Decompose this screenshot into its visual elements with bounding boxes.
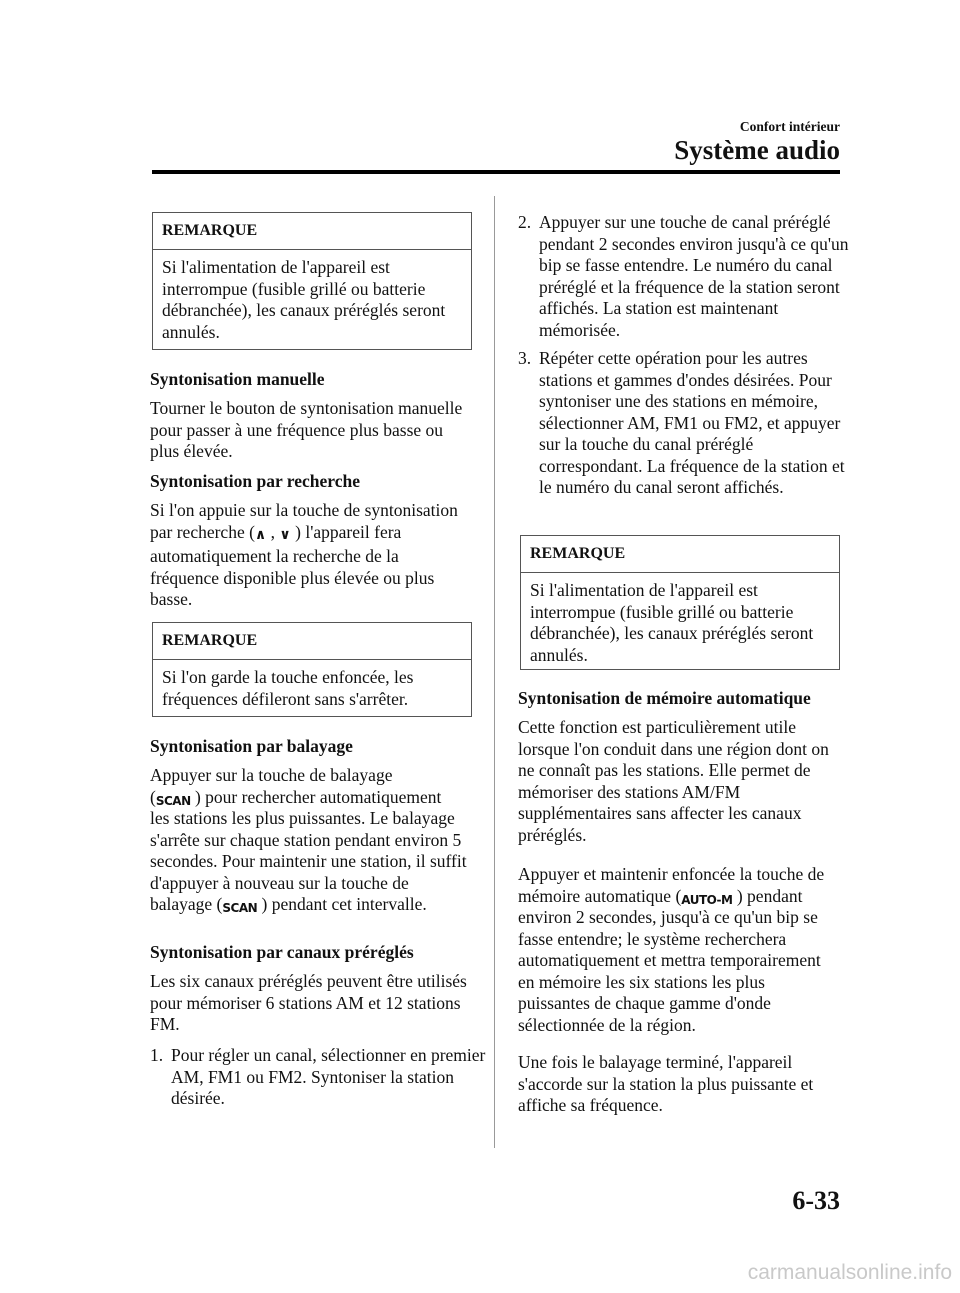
scan-body: [150, 808, 472, 916]
note-box-hold: [152, 622, 472, 717]
heading-manual-tuning: Syntonisation manuelle: [150, 369, 325, 389]
step-3: [518, 348, 861, 499]
seek-text-after: ) l'appareil fera automatiquement la recherche de la fréquence disponible plus élevée ou plus basse.: [150, 521, 435, 609]
scan-open-paren: (: [150, 786, 156, 807]
note-text: Si l'alimentation de l'appareil est interrompue (fusible grillé ou batterie débranchée), les canaux préréglés seront annulés.: [162, 257, 446, 342]
note-heading: REMARQUE: [153, 623, 471, 660]
column-divider: [494, 196, 495, 1148]
heading-preset-tuning: Syntonisation par canaux préréglés: [150, 942, 414, 962]
note-heading: REMARQUE: [521, 536, 839, 573]
page-number: 6-33: [792, 1186, 840, 1215]
paragraph-seek-tuning: [150, 500, 472, 611]
automem-text-after: ) pendant environ 2 secondes, jusqu'à ce qu'un bip se fasse entendre; le système recherchera automatiquement et mettra temporairement en mémoire les six stations les plus puissantes de chaque gamme d'onde sélectionnée de la région.: [518, 885, 821, 1035]
paragraph-auto-memory-1: Cette fonction est particulièrement utile lorsque l'on conduit dans une région dont on ne connaît pas les stations. Elle permet de mémoriser des stations AM/FM supplémentaires sans affecter les canaux préréglés.: [518, 717, 829, 845]
paragraph-manual-tuning: Tourner le bouton de syntonisation manuelle pour passer à une fréquence plus basse ou plus élevée.: [150, 398, 463, 461]
page-title: Système audio: [674, 135, 840, 165]
scan-text-mid: les stations les plus puissantes. Le balayage s'arrête sur chaque station pendant environ 5 secondes. Pour maintenir une station, il suffit d'appuyer à nouveau sur la touche de balayage (: [150, 808, 467, 914]
section-category: Confort intérieur: [739, 119, 840, 134]
heading-seek-tuning: Syntonisation par recherche: [150, 471, 361, 491]
note-heading: REMARQUE: [153, 213, 471, 250]
seek-up-icon: ∧: [254, 526, 267, 543]
scan-text-end: ) pendant cet intervalle.: [257, 894, 427, 914]
step-text: Appuyer sur une touche de canal préréglé pendant 2 secondes environ jusqu'à ce qu'un bip se fasse entendre. Le numéro du canal préréglé et la fréquence de la station seront affichés. La station est maintenant mémorisée.: [539, 212, 849, 340]
scan-line-1: Appuyer sur la touche de balayage: [150, 765, 393, 785]
auto-m-key-icon: AUTO-M: [681, 892, 733, 907]
paragraph-scan-tuning: [150, 765, 472, 916]
step-number: 2.: [518, 212, 532, 232]
heading-auto-memory: Syntonisation de mémoire automatique: [518, 688, 811, 708]
seek-down-icon: ∨: [279, 526, 291, 543]
note-box-power: [152, 212, 472, 350]
note-text: Si l'on garde la touche enfoncée, les fréquences défileront sans s'arrêter.: [162, 667, 414, 709]
automem-text-before: Appuyer et maintenir enfoncée la touche de mémoire automatique (: [518, 864, 825, 906]
paragraph-preset-tuning: Les six canaux préréglés peuvent être utilisés pour mémoriser 6 stations AM et 12 stations FM.: [150, 971, 467, 1034]
seek-text-before: Si l'on appuie sur la touche de syntonisation par recherche (: [150, 500, 458, 542]
header-rule: [152, 170, 840, 174]
step-2: [518, 212, 861, 341]
step-1: [150, 1045, 489, 1110]
watermark-url: carmanualsonline.info: [747, 1261, 952, 1284]
scan-key-icon-2: SCAN: [222, 901, 258, 915]
seek-separator: ,: [266, 521, 280, 542]
note-text: Si l'alimentation de l'appareil est interrompue (fusible grillé ou batterie débranchée), les canaux préréglés seront annulés.: [530, 580, 814, 665]
step-text: Répéter cette opération pour les autres stations et gammes d'ondes désirées. Pour syntoniser une des stations en mémoire, sélectionner AM, FM1 ou FM2, et appuyer sur la touche du canal préréglé correspondant. La fréquence de la station et le numéro du canal seront affichés.: [539, 348, 845, 497]
step-number: 1.: [150, 1045, 164, 1065]
step-number: 3.: [518, 348, 532, 368]
heading-scan-tuning: Syntonisation par balayage: [150, 736, 353, 756]
scan-line-2: [150, 787, 472, 809]
paragraph-auto-memory-2: [518, 864, 840, 1036]
note-box-power-2: [520, 535, 840, 670]
scan-line-2-rest: ) pour rechercher automatiquement: [190, 786, 442, 807]
paragraph-auto-memory-3: Une fois le balayage terminé, l'appareil s'accorde sur la station la plus puissante et affiche sa fréquence.: [518, 1052, 814, 1115]
scan-key-icon: SCAN: [155, 793, 191, 808]
step-text: Pour régler un canal, sélectionner en premier AM, FM1 ou FM2. Syntoniser la station désirée.: [171, 1045, 486, 1108]
